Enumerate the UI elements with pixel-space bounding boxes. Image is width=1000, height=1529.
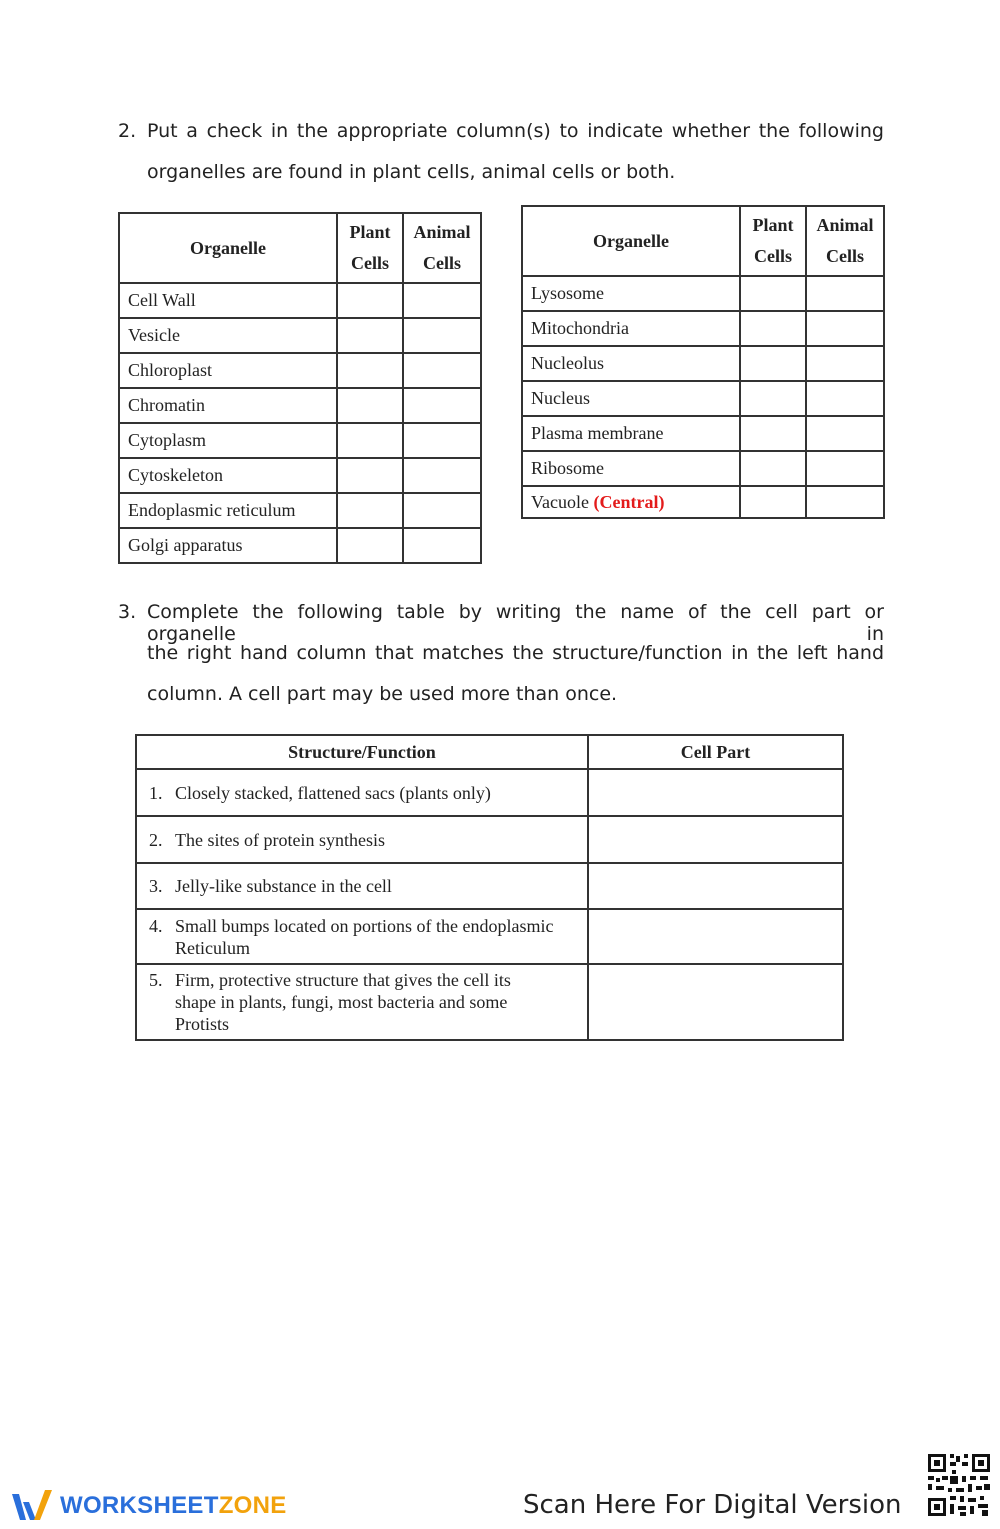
question-3-number: 3. [118, 601, 137, 623]
plant-cell-checkbox[interactable] [337, 388, 403, 423]
cell-part-answer[interactable] [588, 909, 843, 964]
header-cell-part: Cell Part [588, 735, 843, 769]
organelle-name [522, 486, 740, 518]
question-3-line-2: the right hand column that matches the structure/function in the left hand [147, 642, 884, 664]
question-3 [118, 601, 884, 711]
question-3-line-1: Complete the following table by writing the name of the cell part or organelle in [147, 601, 884, 645]
animal-cell-checkbox[interactable] [806, 276, 884, 311]
row-text-line-3: Protists [175, 1014, 230, 1034]
brand-part-1: WORKSHEET [60, 1492, 219, 1519]
row-text: Jelly-like substance in the cell [175, 876, 392, 896]
header-animal-line-1: Animal [816, 215, 874, 235]
row-number: 4. [149, 915, 163, 936]
animal-cell-checkbox[interactable] [806, 451, 884, 486]
table-row [119, 283, 481, 318]
organelle-name: Mitochondria [522, 311, 740, 346]
table-row [522, 416, 884, 451]
organelle-name: Chromatin [119, 388, 337, 423]
brand-name [60, 1492, 287, 1520]
header-plant-line-2: Cells [351, 253, 389, 273]
question-2-line-2: organelles are found in plant cells, animal cells or both. [147, 161, 676, 183]
organelle-name: Lysosome [522, 276, 740, 311]
animal-cell-checkbox[interactable] [403, 458, 481, 493]
table-row [522, 311, 884, 346]
table-row [522, 381, 884, 416]
table-row [522, 451, 884, 486]
worksheet-zone-logo[interactable] [10, 1488, 287, 1524]
header-plant-line-2: Cells [754, 246, 792, 266]
row-number: 2. [149, 829, 163, 850]
table-row [136, 816, 843, 863]
table-row [119, 318, 481, 353]
table-row [119, 528, 481, 563]
row-text-line-2: shape in plants, fungi, most bacteria and some [175, 992, 508, 1012]
animal-cell-checkbox[interactable] [403, 493, 481, 528]
scan-text: Scan Here For Digital Version [523, 1490, 902, 1520]
cell-part-answer[interactable] [588, 769, 843, 816]
plant-cell-checkbox[interactable] [740, 311, 806, 346]
table-row [522, 486, 884, 518]
header-plant-line-1: Plant [349, 222, 391, 242]
plant-cell-checkbox[interactable] [337, 283, 403, 318]
w-logo-icon [10, 1488, 54, 1524]
header-organelle: Organelle [522, 206, 740, 276]
cell-part-answer[interactable] [588, 863, 843, 909]
plant-cell-checkbox[interactable] [337, 458, 403, 493]
organelle-name: Ribosome [522, 451, 740, 486]
organelle-name: Cell Wall [119, 283, 337, 318]
organelle-name: Golgi apparatus [119, 528, 337, 563]
table-row [119, 458, 481, 493]
animal-cell-checkbox[interactable] [403, 353, 481, 388]
question-2 [118, 120, 884, 190]
organelle-name: Endoplasmic reticulum [119, 493, 337, 528]
plant-cell-checkbox[interactable] [337, 353, 403, 388]
animal-cell-checkbox[interactable] [806, 486, 884, 518]
animal-cell-checkbox[interactable] [806, 346, 884, 381]
animal-cell-checkbox[interactable] [403, 283, 481, 318]
animal-cell-checkbox[interactable] [403, 528, 481, 563]
row-number: 3. [149, 876, 163, 896]
row-text-line-1: Firm, protective structure that gives the cell its [175, 970, 511, 990]
header-plant-cells [740, 206, 806, 276]
table-row [119, 423, 481, 458]
animal-cell-checkbox[interactable] [806, 416, 884, 451]
organelle-name: Nucleolus [522, 346, 740, 381]
animal-cell-checkbox[interactable] [403, 423, 481, 458]
plant-cell-checkbox[interactable] [337, 423, 403, 458]
row-number: 5. [149, 970, 163, 990]
organelle-name: Cytoplasm [119, 423, 337, 458]
plant-cell-checkbox[interactable] [337, 493, 403, 528]
plant-cell-checkbox[interactable] [740, 381, 806, 416]
plant-cell-checkbox[interactable] [740, 416, 806, 451]
qr-code-icon[interactable] [926, 1452, 992, 1518]
question-2-line-1: Put a check in the appropriate column(s) to indicate whether the following [147, 120, 884, 142]
animal-cell-checkbox[interactable] [806, 311, 884, 346]
row-text-line-1: Small bumps located on portions of the endoplasmic [175, 915, 554, 936]
organelle-name: Nucleus [522, 381, 740, 416]
cell-part-answer[interactable] [588, 816, 843, 863]
table-row [119, 388, 481, 423]
brand-part-2: ZONE [218, 1492, 287, 1519]
structure-description [136, 816, 588, 863]
table-row [522, 276, 884, 311]
organelle-name: Chloroplast [119, 353, 337, 388]
table-row [136, 964, 843, 1040]
table-row [522, 346, 884, 381]
header-organelle: Organelle [119, 213, 337, 283]
table-row [119, 353, 481, 388]
structure-description [136, 863, 588, 909]
header-plant-cells [337, 213, 403, 283]
table-row [136, 769, 843, 816]
structure-description [136, 964, 588, 1040]
organelle-table-right [521, 205, 885, 519]
header-structure-function: Structure/Function [136, 735, 588, 769]
plant-cell-checkbox[interactable] [740, 276, 806, 311]
central-note: (Central) [593, 491, 665, 512]
animal-cell-checkbox[interactable] [403, 318, 481, 353]
structure-description [136, 769, 588, 816]
table-row [136, 863, 843, 909]
plant-cell-checkbox[interactable] [740, 486, 806, 518]
row-text: Closely stacked, flattened sacs (plants only) [175, 782, 491, 803]
header-animal-line-2: Cells [826, 246, 864, 266]
organelle-table-left [118, 212, 482, 564]
organelle-name: Cytoskeleton [119, 458, 337, 493]
cell-part-answer[interactable] [588, 964, 843, 1040]
organelle-name: Plasma membrane [522, 416, 740, 451]
header-animal-cells [806, 206, 884, 276]
header-animal-line-1: Animal [413, 222, 471, 242]
header-animal-line-2: Cells [423, 253, 461, 273]
plant-cell-checkbox[interactable] [740, 451, 806, 486]
structure-description [136, 909, 588, 964]
header-animal-cells [403, 213, 481, 283]
plant-cell-checkbox[interactable] [740, 346, 806, 381]
table-row [136, 909, 843, 964]
header-plant-line-1: Plant [752, 215, 794, 235]
row-text-line-2: Reticulum [175, 937, 250, 958]
animal-cell-checkbox[interactable] [403, 388, 481, 423]
organelle-name-text: Vacuole [531, 491, 589, 512]
structure-function-table [135, 734, 844, 1041]
table-row [119, 493, 481, 528]
row-text: The sites of protein synthesis [175, 829, 385, 850]
question-3-line-3: column. A cell part may be used more than once. [147, 683, 618, 705]
plant-cell-checkbox[interactable] [337, 528, 403, 563]
question-2-number: 2. [118, 120, 137, 142]
animal-cell-checkbox[interactable] [806, 381, 884, 416]
plant-cell-checkbox[interactable] [337, 318, 403, 353]
organelle-name: Vesicle [119, 318, 337, 353]
row-number: 1. [149, 782, 163, 803]
